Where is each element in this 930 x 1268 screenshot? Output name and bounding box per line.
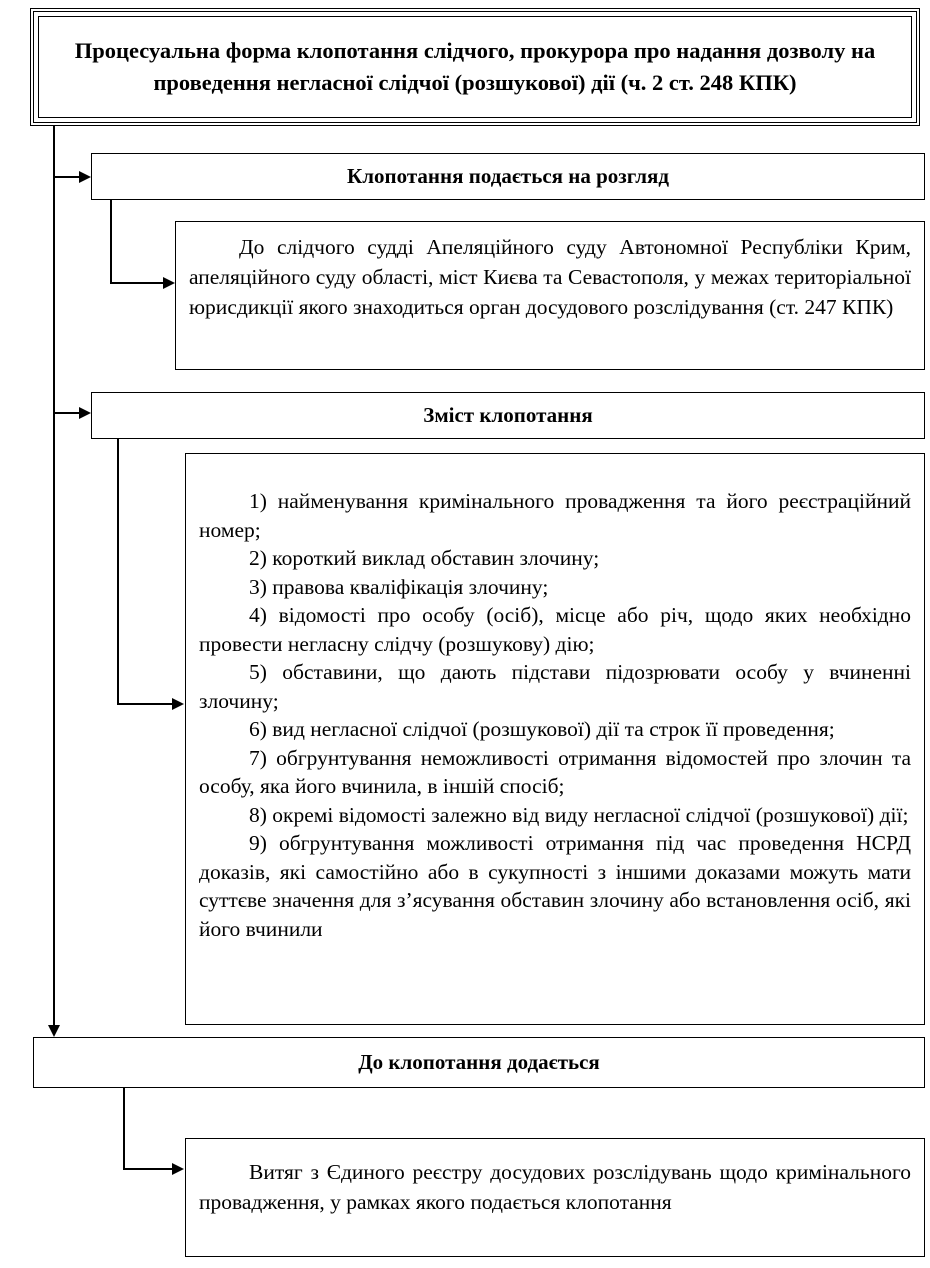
contents-connector-horizontal xyxy=(117,703,173,705)
submission-connector-vertical xyxy=(110,200,112,283)
contents-header-box xyxy=(91,392,925,439)
diagram-title: Процесуальна форма клопотання слідчого, прокурора про надання дозволу на проведення негласної слідчої (розшукової) дії (ч. 2 ст. 248 КПК) xyxy=(74,38,876,95)
connector-to-submission-header xyxy=(54,176,80,178)
list-item: 3) правова кваліфікація злочину; xyxy=(249,574,549,599)
list-item: 9) обгрунтування можливості отримання під час проведення НСРД доказів, які самостійно або в сукупності з іншими доказами можуть мати суттєве значення для з’ясування обставин злочину або встановлення осіб, які його вчинили xyxy=(199,831,911,941)
submission-connector-horizontal xyxy=(110,282,164,284)
list-item: 7) обгрунтування неможливості отримання відомостей про злочин та особу, яка його вчинила, в іншій спосіб; xyxy=(199,745,911,798)
contents-connector-vertical xyxy=(117,439,119,704)
arrow-to-contents-header xyxy=(79,407,91,419)
list-item: 1) найменування кримінального провадження та його реєстраційний номер; xyxy=(199,489,911,542)
arrow-down-to-attachment xyxy=(48,1025,60,1037)
list-item: 6) вид негласної слідчої (розшукової) дії та строк її проведення; xyxy=(249,717,835,741)
contents-header: Зміст клопотання xyxy=(423,403,593,427)
arrow-to-submission-header xyxy=(79,171,91,183)
submission-text: До слідчого судді Апеляційного суду Автономної Республіки Крим, апеляційного суду області, міст Києва та Севастополя, у межах територіальної юрисдикції якого знаходиться орган досудового розслідування (ст. 247 КПК) xyxy=(189,235,911,319)
attachment-connector-horizontal xyxy=(123,1168,173,1170)
submission-header: Клопотання подається на розгляд xyxy=(347,164,669,188)
arrow-to-attachment-text xyxy=(172,1163,184,1175)
arrow-to-submission-text xyxy=(163,277,175,289)
attachment-text-box xyxy=(185,1138,925,1257)
connector-to-contents-header xyxy=(54,412,80,414)
list-item: 5) обставини, що дають підстави підозрювати особу у вчиненні злочину; xyxy=(199,660,911,713)
list-item: 4) відомості про особу (осіб), місце або річ, щодо яких необхідно провести негласну слідчу (розшукову) дію; xyxy=(199,603,911,656)
arrow-to-contents-list xyxy=(172,698,184,710)
attachment-header: До клопотання додається xyxy=(358,1050,600,1074)
main-connector-line xyxy=(53,126,55,1026)
diagram-title-box xyxy=(30,8,920,126)
submission-header-box xyxy=(91,153,925,200)
attachment-header-box xyxy=(33,1037,925,1088)
contents-list-box xyxy=(185,453,925,1025)
list-item: 2) короткий виклад обставин злочину; xyxy=(249,546,600,570)
attachment-connector-vertical xyxy=(123,1088,125,1170)
attachment-text: Витяг з Єдиного реєстру досудових розслідувань щодо кримінального провадження, у рамках якого подається клопотання xyxy=(199,1160,911,1214)
submission-text-box xyxy=(175,221,925,370)
list-item: 8) окремі відомості залежно від виду негласної слідчої (розшукової) дії; xyxy=(249,802,909,827)
